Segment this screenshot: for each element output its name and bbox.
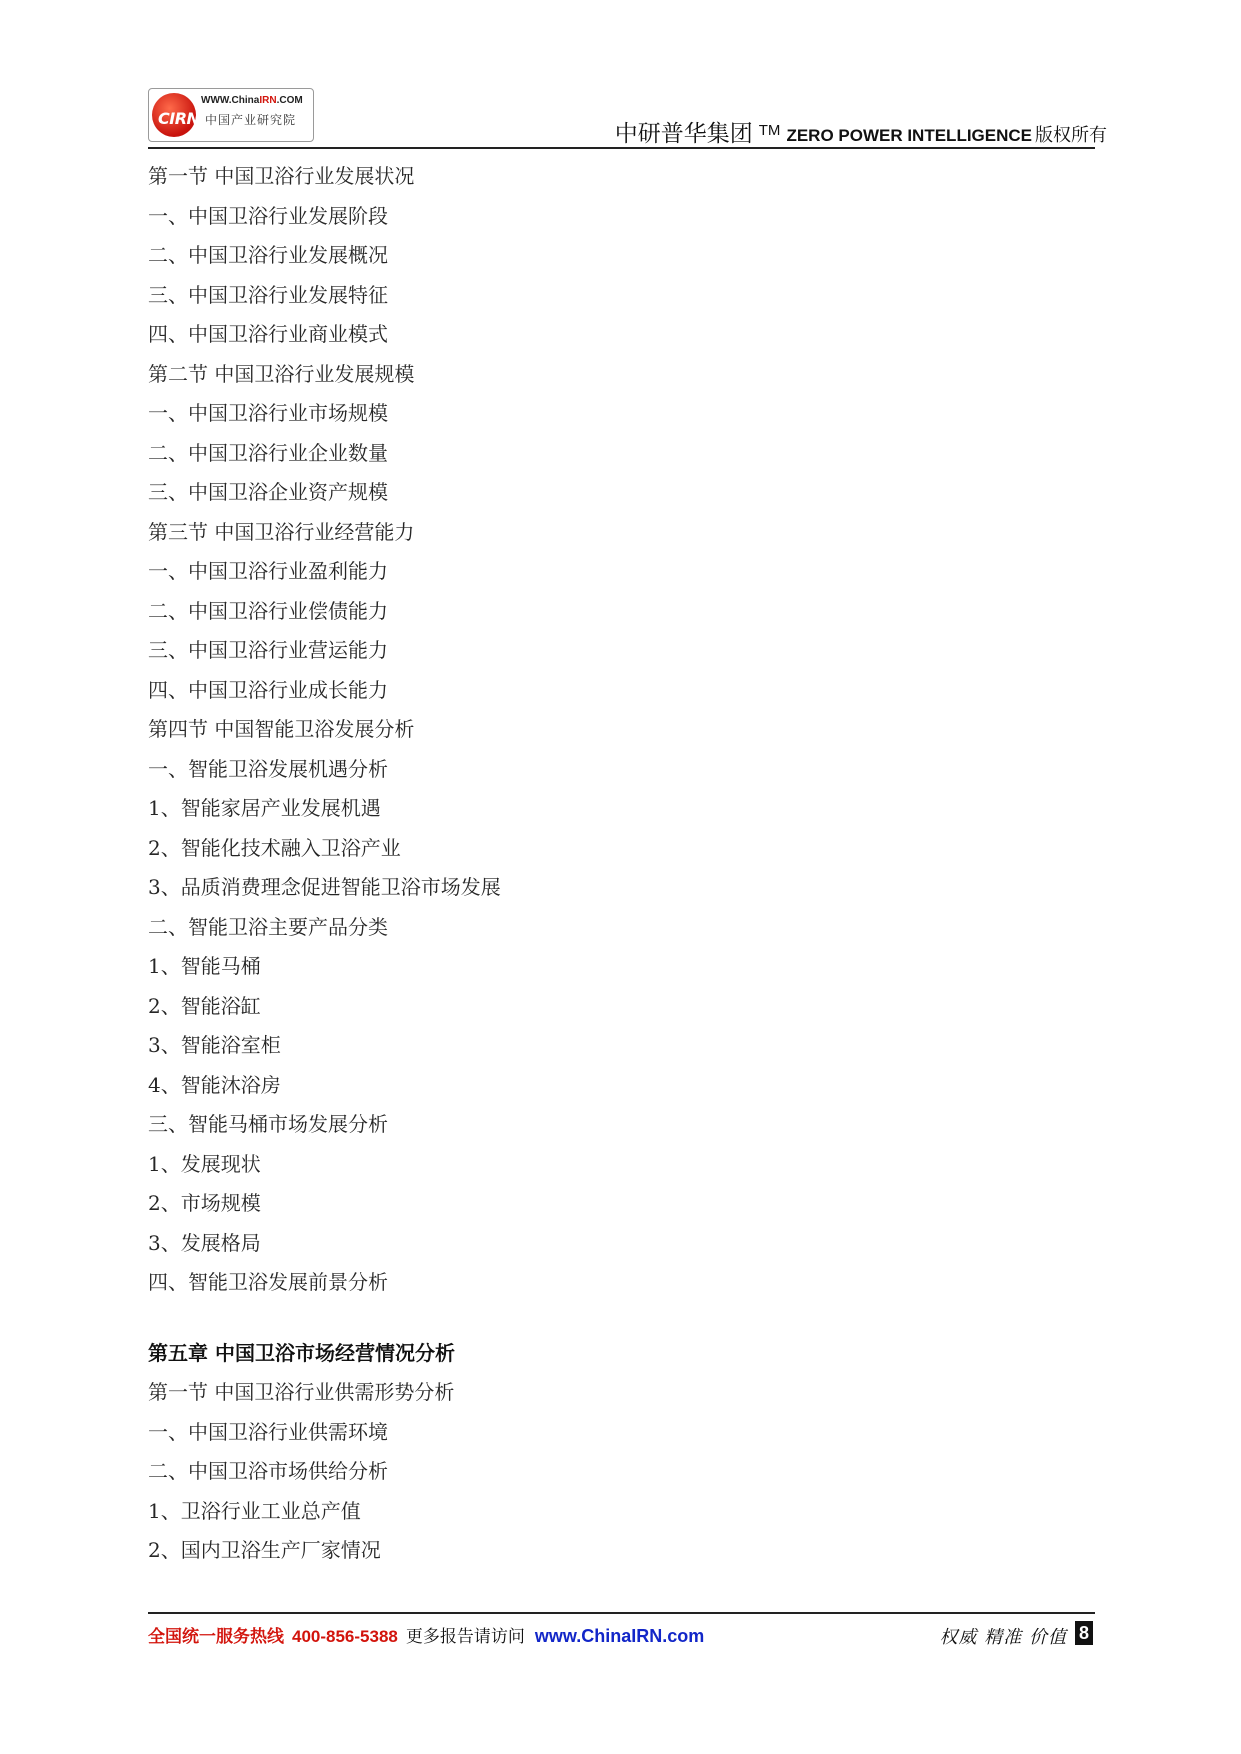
toc-item: 一、中国卫浴行业盈利能力 bbox=[148, 559, 388, 583]
footer-contact bbox=[148, 1622, 704, 1647]
page-number: 8 bbox=[1075, 1621, 1093, 1645]
toc-item: 三、中国卫浴行业发展特征 bbox=[148, 282, 388, 307]
toc-section: 第二节 中国卫浴行业发展规模 bbox=[148, 361, 415, 386]
toc-chapter: 第五章 中国卫浴市场经营情况分析 bbox=[148, 1340, 455, 1365]
toc-item: 二、智能卫浴主要产品分类 bbox=[148, 914, 388, 939]
toc-item: 4、智能沐浴房 bbox=[148, 1072, 281, 1097]
logo-mark: CIRN bbox=[158, 109, 200, 128]
toc-section: 第一节 中国卫浴行业供需形势分析 bbox=[148, 1380, 455, 1404]
footer-motto: 权威 精准 价值 bbox=[939, 1627, 1067, 1648]
logo-url: WWW.ChinaIRN.COM bbox=[201, 95, 303, 106]
toc-section: 第一节 中国卫浴行业发展状况 bbox=[148, 164, 415, 188]
toc-item: 一、中国卫浴行业发展阶段 bbox=[148, 203, 388, 228]
toc-item: 2、国内卫浴生产厂家情况 bbox=[148, 1538, 381, 1562]
copyright-text: 版权所有 bbox=[1035, 125, 1107, 146]
toc-section: 第三节 中国卫浴行业经营能力 bbox=[148, 519, 415, 544]
logo-emblem bbox=[152, 93, 200, 137]
hotline-label: 全国统一服务热线 bbox=[148, 1627, 284, 1647]
toc-item: 3、品质消费理念促进智能卫浴市场发展 bbox=[148, 875, 501, 899]
table-of-contents bbox=[148, 157, 1088, 1571]
footer-divider bbox=[148, 1612, 1095, 1614]
toc-section: 第四节 中国智能卫浴发展分析 bbox=[148, 717, 415, 741]
company-logo bbox=[148, 88, 314, 142]
header-divider bbox=[148, 147, 1095, 149]
toc-item: 三、智能马桶市场发展分析 bbox=[148, 1112, 388, 1136]
trademark: TM bbox=[758, 121, 781, 139]
toc-item: 1、卫浴行业工业总产值 bbox=[148, 1498, 361, 1523]
toc-item: 二、中国卫浴行业偿债能力 bbox=[148, 598, 388, 623]
hotline-number: 400-856-5388 bbox=[292, 1627, 398, 1646]
toc-item: 三、中国卫浴行业营运能力 bbox=[148, 638, 388, 662]
toc-item: 3、发展格局 bbox=[148, 1230, 261, 1255]
toc-item: 1、智能马桶 bbox=[148, 954, 261, 978]
toc-item: 1、发展现状 bbox=[148, 1151, 261, 1176]
toc-item: 二、中国卫浴市场供给分析 bbox=[148, 1459, 388, 1483]
toc-item: 二、中国卫浴行业发展概况 bbox=[148, 243, 388, 267]
logo-cn-name: 中国产业研究院 bbox=[205, 113, 297, 127]
toc-item: 四、智能卫浴发展前景分析 bbox=[148, 1270, 388, 1294]
more-reports-text: 更多报告请访问 bbox=[405, 1627, 525, 1647]
toc-item: 一、中国卫浴行业市场规模 bbox=[148, 401, 388, 425]
toc-item: 二、中国卫浴行业企业数量 bbox=[148, 440, 388, 465]
toc-item: 2、市场规模 bbox=[148, 1191, 261, 1215]
page-footer bbox=[148, 1618, 1095, 1648]
toc-item: 3、智能浴室柜 bbox=[148, 1033, 281, 1057]
header-company-title bbox=[615, 115, 1107, 148]
toc-item: 1、智能家居产业发展机遇 bbox=[148, 796, 381, 820]
company-en-name: ZERO POWER INTELLIGENCE bbox=[786, 126, 1032, 145]
toc-item: 四、中国卫浴行业商业模式 bbox=[148, 322, 388, 346]
toc-item: 2、智能化技术融入卫浴产业 bbox=[148, 835, 401, 860]
toc-item: 一、中国卫浴行业供需环境 bbox=[148, 1419, 388, 1444]
toc-item: 三、中国卫浴企业资产规模 bbox=[148, 480, 388, 504]
toc-item: 一、智能卫浴发展机遇分析 bbox=[148, 756, 388, 781]
company-cn-name: 中研普华集团 bbox=[614, 121, 753, 147]
toc-item: 2、智能浴缸 bbox=[148, 993, 261, 1018]
toc-item: 四、中国卫浴行业成长能力 bbox=[148, 677, 388, 702]
website-link[interactable]: www.ChinaIRN.com bbox=[534, 1626, 705, 1646]
